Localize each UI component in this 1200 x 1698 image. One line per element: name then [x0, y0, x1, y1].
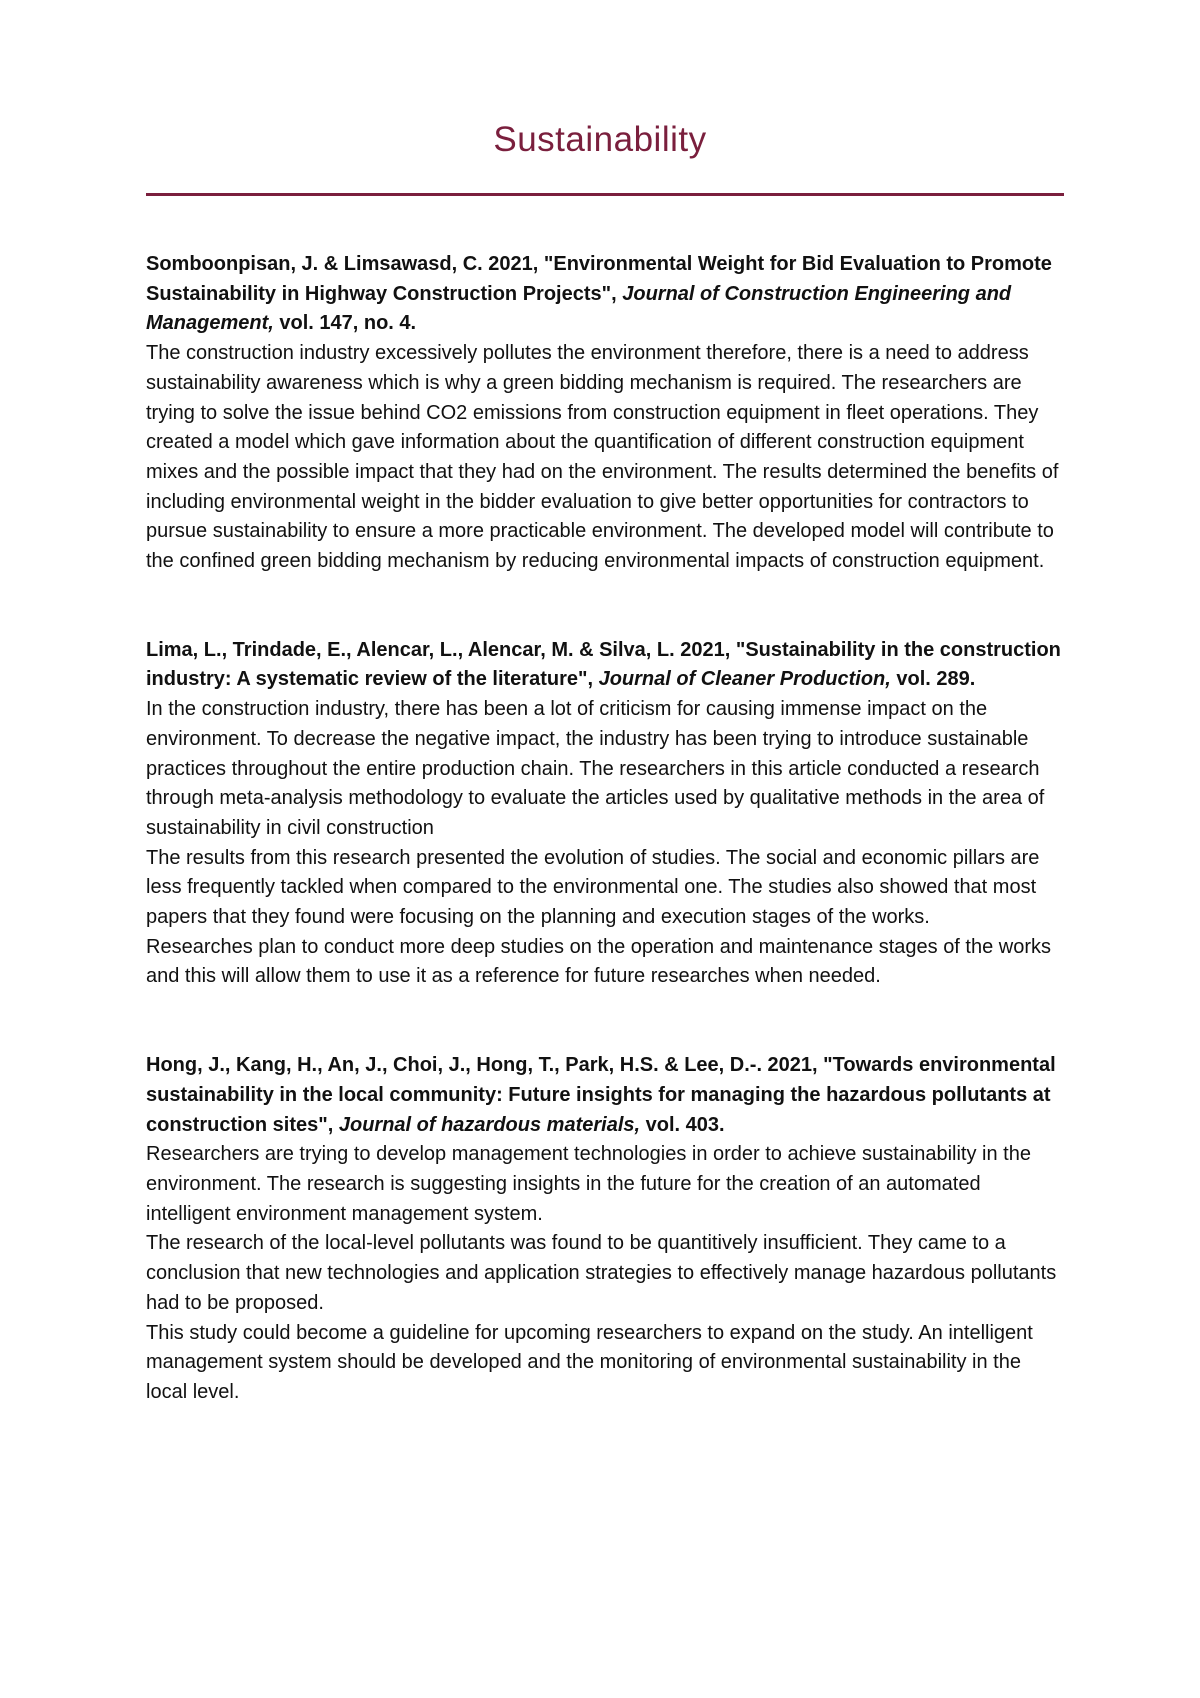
- summary-paragraph: The results from this research presented the evolution of studies. The social and economic pillars are less frequently tackled when compared to the environmental one. The studies also showed that most papers that they found were focusing on the planning and execution stages of the works.: [146, 846, 1040, 929]
- citation-authors-title: Hong, J., Kang, H., An, J., Choi, J., Hong, T., Park, H.S. & Lee, D.-. 2021, "Towards environmental sustainability in the local community: Future insights for managing the hazardous pollutants at construction sites",: [146, 1054, 1056, 1136]
- citation-journal: Journal of Cleaner Production,: [598, 668, 891, 691]
- page-title: Sustainability: [493, 120, 707, 159]
- summary-paragraph: The construction industry excessively pollutes the environment therefore, there is a need to address sustainability awareness which is why a green bidding mechanism is required. The researchers are trying to solve the issue behind CO2 emissions from construction equipment in fleet operations. They created a model which gave information about the quantification of different construction equipment mixes and the possible impact that they had on the environment. The results determined the benefits of including environmental weight in the bidder evaluation to give better opportunities for contractors to pursue sustainability to ensure a more practicable environment. The developed model will contribute to the confined green bidding mechanism by reducing environmental impacts of construction equipment.: [146, 342, 1059, 573]
- citation-volume: vol. 147, no. 4.: [273, 312, 417, 335]
- citation-volume: vol. 289.: [890, 668, 976, 691]
- citation-volume: vol. 403.: [640, 1113, 725, 1136]
- citation-authors-title: Lima, L., Trindade, E., Alencar, L., Alencar, M. & Silva, L. 2021, "Sustainability in the construction industry: A systematic review of the literature",: [146, 638, 1061, 691]
- summary-paragraph: Researchers are trying to develop management technologies in order to achieve sustainability in the environment. The research is suggesting insights in the future for the creation of an automated intelligent environment management system.: [146, 1143, 1031, 1225]
- bibliography: [146, 250, 1064, 1467]
- citation-authors-title: Somboonpisan, J. & Limsawasd, C. 2021, "Environmental Weight for Bid Evaluation to Promote Sustainability in Highway Construction Projects",: [146, 253, 1052, 305]
- citation-journal: Journal of hazardous materials,: [338, 1113, 641, 1136]
- citation: [146, 1051, 1064, 1140]
- summary-paragraph: Researches plan to conduct more deep studies on the operation and maintenance stages of the works and this will allow them to use it as a reference for future researches when needed.: [146, 935, 1052, 988]
- citation: [146, 250, 1064, 339]
- summary-paragraph: This study could become a guideline for upcoming researchers to expand on the study. An intelligent management system should be developed and the monitoring of environmental sustainability in the local level.: [146, 1321, 1033, 1403]
- summary-paragraph: In the construction industry, there has been a lot of criticism for causing immense impact on the environment. To decrease the negative impact, the industry has been trying to introduce sustainable practices throughout the entire production chain. The researchers in this article conducted a research through meta-analysis methodology to evaluate the articles used by qualitative methods in the area of sustainability in civil construction: [146, 698, 1045, 839]
- citation: [146, 636, 1064, 695]
- summary-paragraph: The research of the local-level pollutants was found to be quantitively insufficient. They came to a conclusion that new technologies and application strategies to effectively manage hazardous pollutants had to be proposed.: [146, 1232, 1057, 1314]
- title-divider: [146, 193, 1064, 196]
- bibliography-entry: [146, 250, 1064, 577]
- bibliography-entry: [146, 1051, 1064, 1407]
- bibliography-entry: [146, 636, 1064, 992]
- citation-journal: Journal of Construction Engineering and Management,: [146, 282, 1012, 335]
